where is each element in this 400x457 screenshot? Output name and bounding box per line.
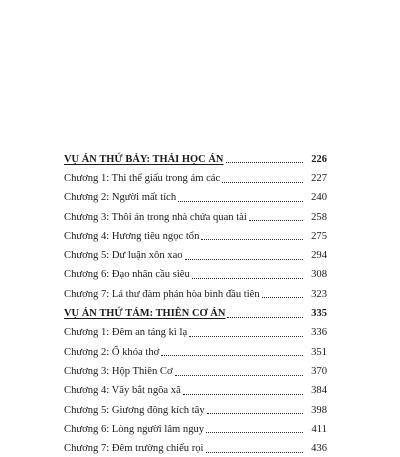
toc-page-number: 308 xyxy=(311,269,327,281)
dot-leader xyxy=(262,297,303,298)
dot-leader xyxy=(227,317,303,318)
toc-chapter-entry xyxy=(64,283,327,302)
toc-entry-title: Chương 6: Đạo nhân cầu siêu xyxy=(64,269,190,281)
toc-page-number: 436 xyxy=(311,443,327,455)
toc-chapter-entry xyxy=(64,360,327,379)
toc-chapter-entry xyxy=(64,206,327,225)
toc-entry-title: Chương 1: Thi thể giấu trong ám các xyxy=(64,173,221,184)
toc-chapter-entry xyxy=(64,264,327,283)
toc-page-number: 258 xyxy=(311,211,327,223)
toc-entry-title: Chương 6: Lòng người lâm nguy xyxy=(64,423,205,435)
toc-chapter-entry xyxy=(64,167,327,186)
dot-leader xyxy=(161,355,303,356)
toc-entry-title: Chương 5: Giương đông kích tây xyxy=(64,404,205,416)
dot-leader xyxy=(178,201,303,202)
dot-leader xyxy=(226,162,304,163)
toc-page-number: 323 xyxy=(311,288,327,300)
toc-entry-title: Chương 5: Dư luận xôn xao xyxy=(64,250,183,262)
toc-chapter-entry xyxy=(64,341,327,360)
dot-leader xyxy=(207,413,303,414)
toc-page-number: 240 xyxy=(311,192,327,204)
toc-chapter-entry xyxy=(64,322,327,341)
toc-page-number: 294 xyxy=(311,250,327,262)
toc-chapter-entry xyxy=(64,418,327,437)
dot-leader xyxy=(175,375,303,376)
dot-leader xyxy=(185,259,303,260)
toc-chapter-entry xyxy=(64,380,327,399)
toc-chapter-entry xyxy=(64,244,327,263)
toc-entry-title: Chương 7: Đêm trường chiếu rọi xyxy=(64,443,204,455)
dot-leader xyxy=(222,182,303,183)
dot-leader xyxy=(192,278,303,279)
toc-entry-title: Chương 4: Hương tiêu ngọc tổn xyxy=(64,230,200,242)
toc-entry-title: Chương 1: Đêm an táng kì lạ xyxy=(64,327,188,339)
toc-page-number: 398 xyxy=(311,404,327,416)
toc-section-heading xyxy=(64,302,327,321)
toc-page-number: 226 xyxy=(311,153,327,165)
toc-page-number: 370 xyxy=(311,365,327,377)
dot-leader xyxy=(206,432,303,433)
toc-entry-title: Chương 3: Hộp Thiên Cơ xyxy=(64,365,173,377)
toc-entry-title: Chương 2: Ổ khóa thơ xyxy=(64,346,160,358)
toc-entry-title: Chương 2: Người mất tích xyxy=(64,192,177,204)
toc-section-heading xyxy=(64,148,327,167)
toc-page-number: 351 xyxy=(311,346,327,358)
dot-leader xyxy=(183,394,303,395)
toc-chapter-entry xyxy=(64,437,327,456)
dot-leader xyxy=(249,220,303,221)
dot-leader xyxy=(201,239,303,240)
toc-entry-title: Chương 4: Vây bắt ngõa xã xyxy=(64,385,181,397)
toc-chapter-entry xyxy=(64,187,327,206)
toc-entry-title: VỤ ÁN THỨ BẢY: THÁI HỌC ÁN xyxy=(64,153,224,165)
toc-chapter-entry xyxy=(64,225,327,244)
toc-page-number: 384 xyxy=(311,385,327,397)
table-of-contents xyxy=(64,148,327,457)
toc-entry-title: Chương 7: Lá thư đàm phán hòa bình đầu tiên xyxy=(64,288,260,300)
toc-entry-title: VỤ ÁN THỨ TÁM: THIÊN CƠ ÁN xyxy=(64,308,226,320)
toc-page-number: 227 xyxy=(311,173,327,184)
toc-chapter-entry xyxy=(64,399,327,418)
toc-entry-title: Chương 3: Thôi án trong nhà chứa quan tài xyxy=(64,211,247,223)
toc-page-number: 336 xyxy=(311,327,327,339)
toc-page-number: 411 xyxy=(311,423,327,435)
dot-leader xyxy=(189,336,303,337)
dot-leader xyxy=(206,452,304,453)
toc-page-number: 275 xyxy=(311,230,327,242)
toc-page-number: 335 xyxy=(311,308,327,320)
